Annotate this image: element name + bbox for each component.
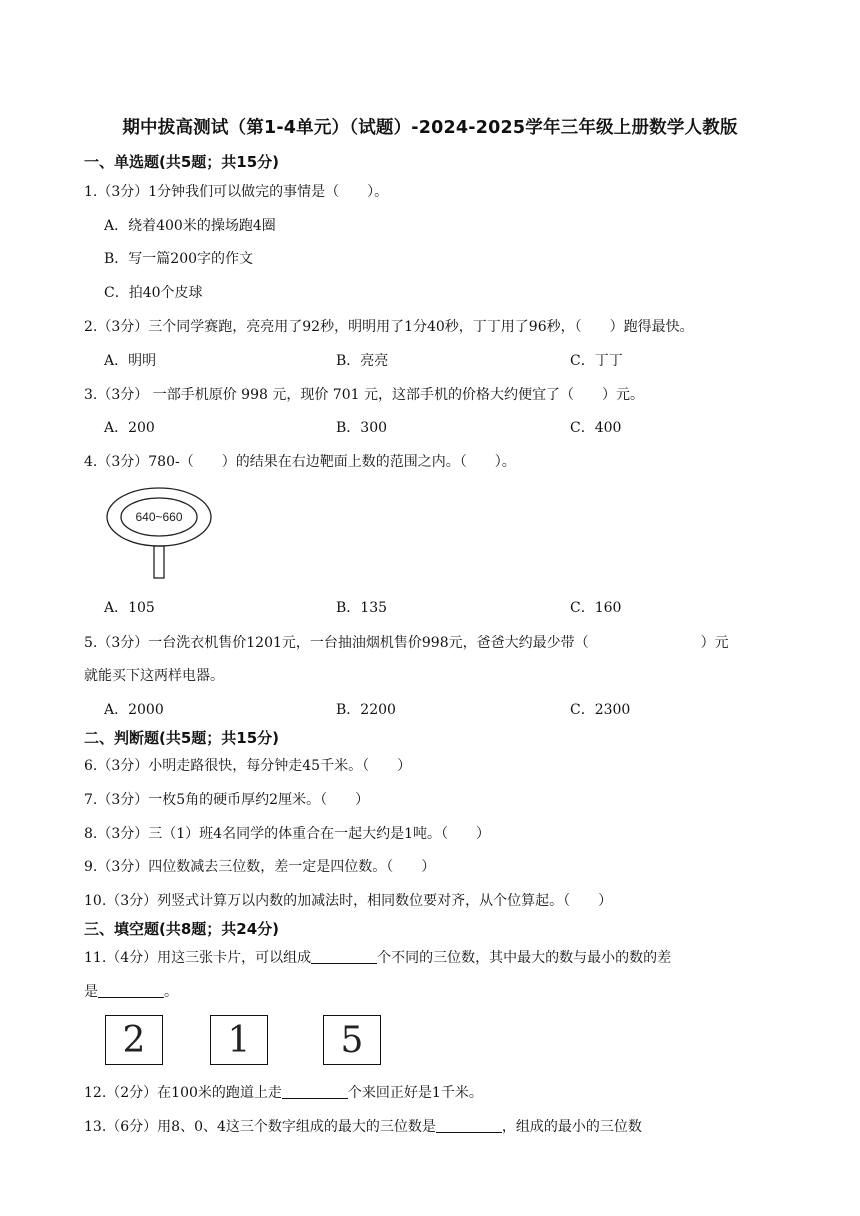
question-2-option-a: A．明明 — [104, 353, 157, 369]
section-heading-single-choice: 一、单选题(共5题；共15分) — [84, 153, 280, 171]
question-5-stem: 5.（3分）一台洗衣机售价1201元，一台抽油烟机售价998元，爸爸大约最少带（ ）元 — [84, 635, 729, 651]
question-13-text-b: ，组成的最小的三位数 — [501, 1119, 642, 1135]
question-2-option-b: B．亮亮 — [336, 353, 389, 369]
section-heading-fill-in: 三、填空题(共8题；共24分) — [84, 920, 280, 938]
question-5-option-b: B．2200 — [336, 702, 396, 718]
question-4-option-b: B．135 — [336, 600, 388, 616]
number-card: 5 — [323, 1015, 381, 1065]
question-13 — [84, 1116, 642, 1136]
question-5-stem-continued: 就能买下这两样电器。 — [84, 668, 224, 684]
answer-blank[interactable] — [311, 949, 377, 964]
question-4-option-a: A．105 — [104, 600, 155, 616]
question-2-stem: 2.（3分）三个同学赛跑，亮亮用了92秒，明明用了1分40秒，丁丁用了96秒，（ ）跑得最快。 — [84, 319, 694, 335]
answer-blank[interactable] — [436, 1118, 502, 1133]
question-2-option-c: C．丁丁 — [570, 353, 623, 369]
question-11-text-a: 11.（4分）用这三张卡片，可以组成 — [84, 950, 312, 966]
target-range-label: 640~660 — [135, 510, 183, 524]
section-heading-true-false: 二、判断题(共5题；共15分) — [84, 729, 280, 747]
question-13-text-a: 13.（6分）用8、0、4这三个数字组成的最大的三位数是 — [84, 1119, 436, 1135]
question-12 — [84, 1082, 483, 1102]
question-1-option-c: C．拍40个皮球 — [104, 285, 203, 301]
question-5-option-a: A．2000 — [104, 702, 164, 718]
question-8: 8.（3分）三（1）班4名同学的体重合在一起大约是1吨。（ ） — [84, 826, 490, 842]
question-1-stem: 1.（3分）1分钟我们可以做完的事情是（ ）。 — [84, 184, 389, 200]
target-board-figure — [104, 486, 216, 582]
question-11-line-2 — [84, 981, 178, 1001]
number-card: 2 — [105, 1015, 163, 1065]
question-11-text-c: 是 — [84, 984, 98, 1000]
question-11-line-1 — [84, 947, 671, 967]
question-5-option-c: C．2300 — [570, 702, 631, 718]
question-9: 9.（3分）四位数减去三位数，差一定是四位数。（ ） — [84, 859, 436, 875]
question-11-text-d: 。 — [164, 984, 178, 1000]
question-1-option-b: B．写一篇200字的作文 — [104, 251, 254, 267]
question-7: 7.（3分）一枚5角的硬币厚约2厘米。（ ） — [84, 792, 370, 808]
question-4-stem: 4.（3分）780-（ ）的结果在右边靶面上数的范围之内。（ ）。 — [84, 454, 516, 470]
question-4-option-c: C．160 — [570, 600, 622, 616]
answer-blank[interactable] — [98, 983, 164, 998]
question-3-option-b: B．300 — [336, 420, 388, 436]
question-3-option-c: C．400 — [570, 420, 622, 436]
question-3-option-a: A．200 — [104, 420, 155, 436]
target-post — [154, 546, 164, 578]
question-6: 6.（3分）小明走路很快，每分钟走45千米。（ ） — [84, 758, 412, 774]
question-10: 10.（3分）列竖式计算万以内数的加减法时，相同数位要对齐，从个位算起。（ ） — [84, 893, 613, 909]
number-card: 1 — [210, 1015, 268, 1065]
page-title: 期中拔高测试（第1-4单元）（试题）-2024-2025学年三年级上册数学人教版 — [122, 118, 738, 138]
question-1-option-a: A．绕着400米的操场跑4圈 — [104, 218, 276, 234]
question-12-text-a: 12.（2分）在100米的跑道上走 — [84, 1085, 282, 1101]
question-3-stem: 3.（3分） 一部手机原价 998 元，现价 701 元，这部手机的价格大约便宜了（ ）元。 — [84, 387, 644, 403]
question-11-text-b: 个不同的三位数，其中最大的数与最小的数的差 — [377, 950, 672, 966]
answer-blank[interactable] — [282, 1084, 348, 1099]
question-12-text-b: 个来回正好是1千米。 — [347, 1085, 483, 1101]
